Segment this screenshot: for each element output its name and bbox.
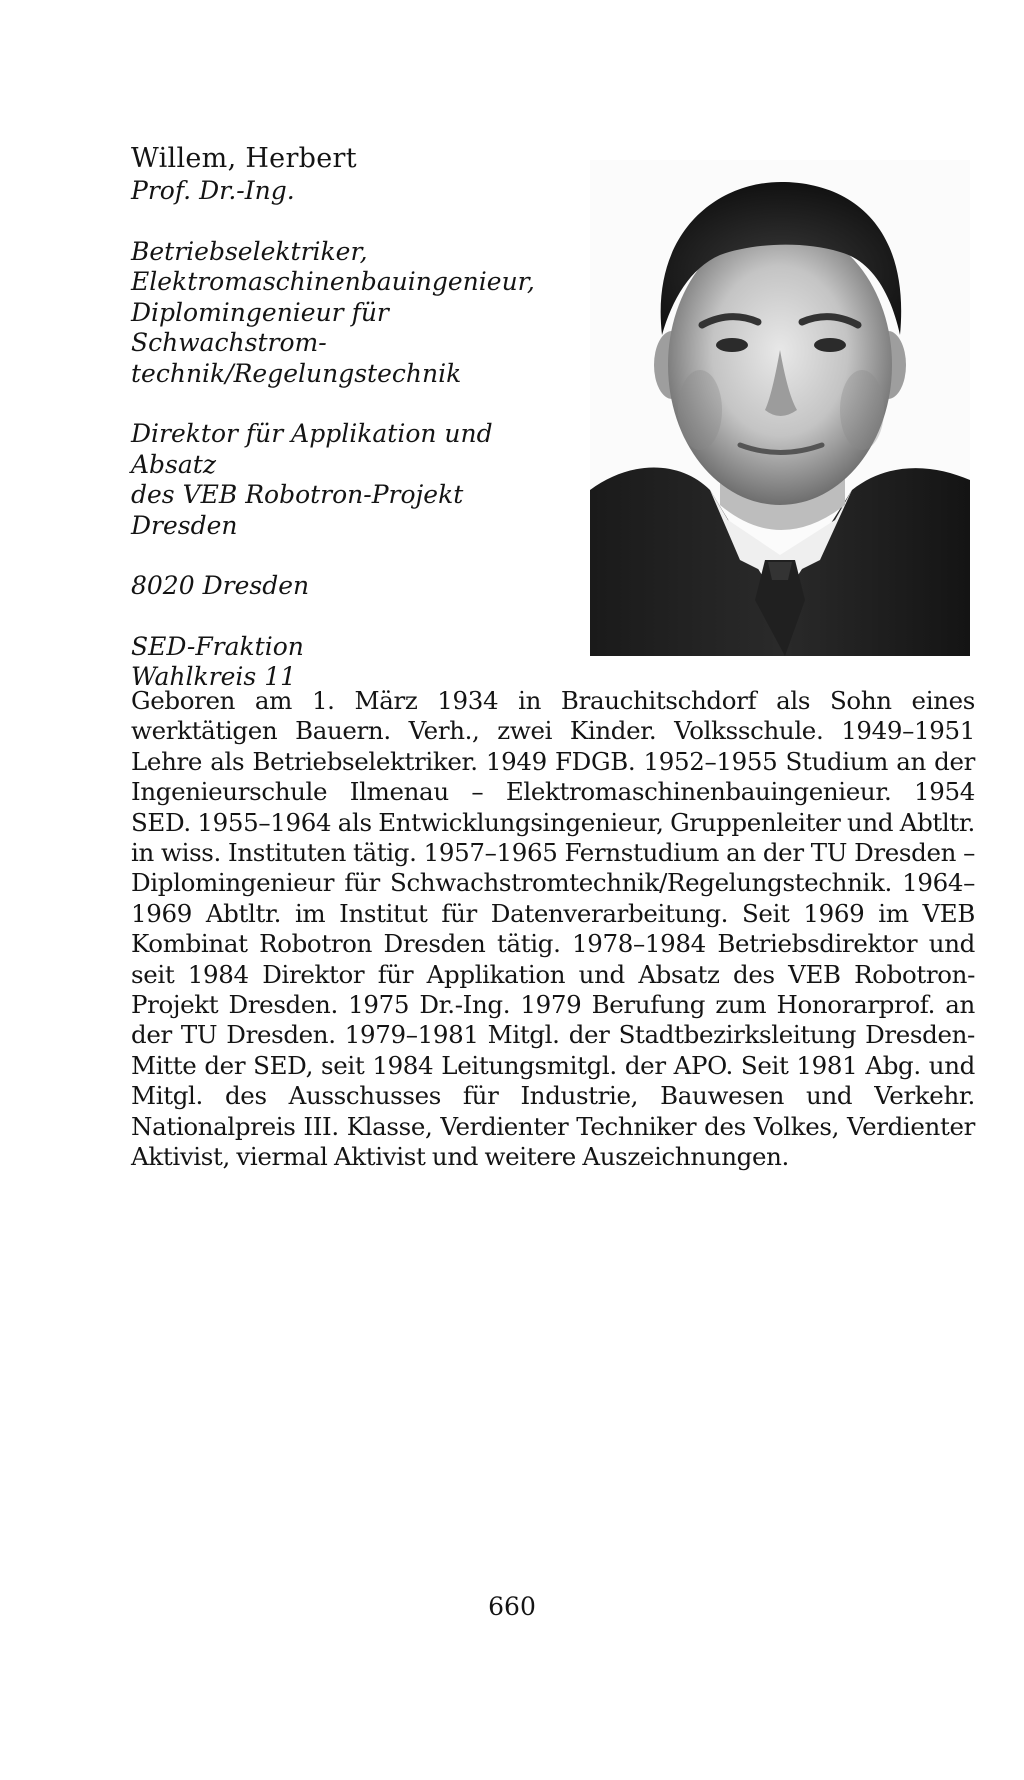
constituency: Wahlkreis 11 [131,662,297,691]
profession-line: Betriebselektriker, [131,236,368,266]
person-header [131,142,571,693]
profession-line: Diplomingenieur für Schwachstrom- [131,297,389,357]
academic-title: Prof. Dr.-Ing. [131,176,295,205]
page-number: 660 [488,1592,536,1621]
position-line: Direktor für Applikation und Absatz [131,419,493,479]
faction: SED-Fraktion [131,631,304,661]
position [131,419,571,541]
biography-text: Geboren am 1. März 1934 in Brauchitschdorf als Sohn eines werktätigen Bauern. Verh., zwei Kinder. Volksschule. 1949–1951 Lehre als Betriebselektriker. 1949 FDGB. 1952–1955 Studium an der Ingenieurschule Ilmenau – Elektromaschinenbauingenieur. 1954 SED. 1955–1964 als Entwicklungsingenieur, Gruppenleiter und Abtltr. in wiss. Instituten tätig. 1957–1965 Fernstudium an der TU Dresden – Diplomingenieur für Schwachstromtechnik/Regelungstechnik. 1964–1969 Abtltr. im Institut für Datenverarbeitung. Seit 1969 im VEB Kombinat Robotron Dresden tätig. 1978–1984 Betriebsdirektor und seit 1984 Direktor für Applikation und Absatz des VEB Robotron-Projekt Dresden. 1975 Dr.-Ing. 1979 Berufung zum Honorarprof. an der TU Dresden. 1979–1981 Mitgl. der Stadtbezirksleitung Dresden-Mitte der SED, seit 1984 Leitungsmitgl. der APO. Seit 1981 Abg. und Mitgl. des Ausschusses für Industrie, Bauwesen und Verkehr. Nationalpreis III. Klasse, Verdienter Techniker des Volkes, Verdienter Aktivist, viermal Aktivist und weitere Auszeichnungen. [131,686,975,1172]
position-line: des VEB Robotron-Projekt Dresden [131,480,464,540]
person-name: Willem, Herbert [131,143,357,174]
profession-line: technik/Regelungstechnik [131,358,462,388]
portrait-photo [590,160,970,656]
location: 8020 Dresden [131,571,310,600]
profession-line: Elektromaschinenbauingenieur, [131,267,535,296]
portrait-image [590,160,970,656]
professions [131,237,571,390]
